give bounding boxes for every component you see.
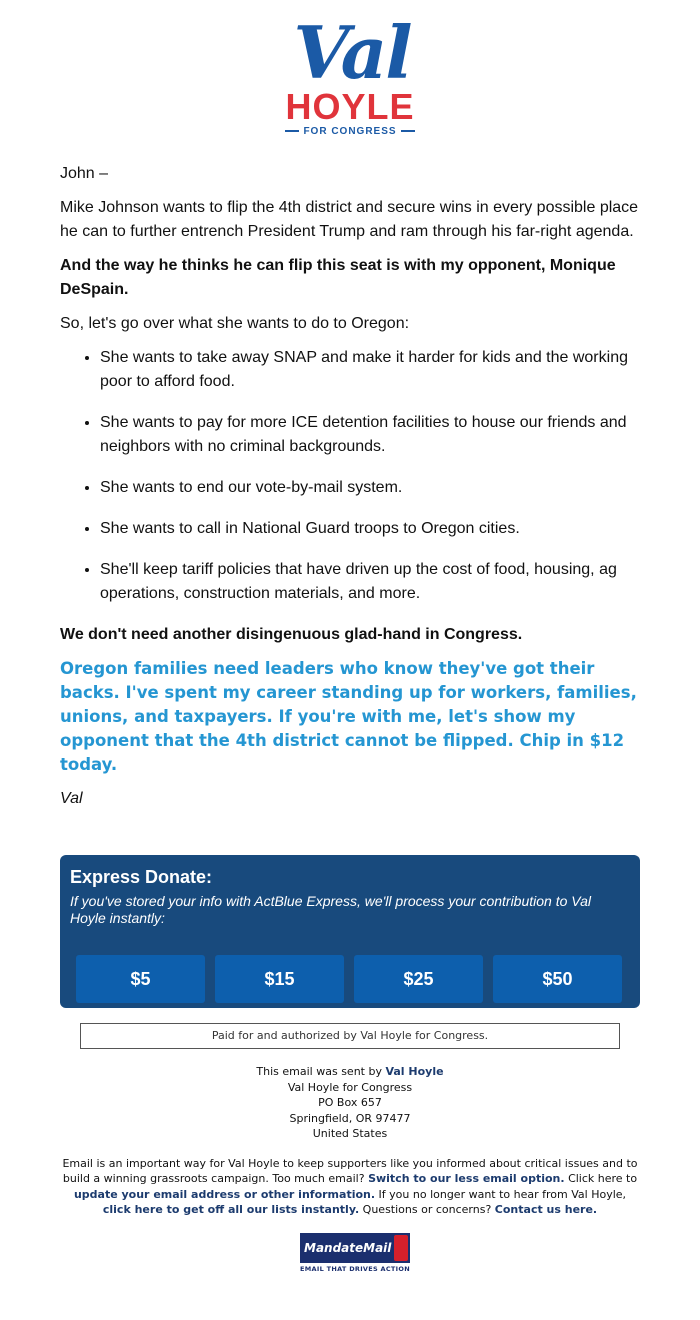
contact-link[interactable]: Contact us here. (494, 1203, 598, 1216)
update-info-link[interactable]: update your email address or other information. (73, 1187, 376, 1201)
express-donate-title: Express Donate: (70, 867, 213, 887)
donation-amounts (76, 955, 624, 1003)
note-text-2: Click here to (568, 1172, 638, 1185)
paid-for-disclaimer: Paid for and authorized by Val Hoyle for Congress. (80, 1023, 620, 1049)
logo-script-text: Val (293, 10, 411, 95)
flag-icon (394, 1235, 408, 1261)
note-text-4: Questions or concerns? (362, 1203, 492, 1216)
donate-5-button[interactable]: $5 (76, 955, 205, 1003)
note-text-3: If you no longer want to hear from Val Hoyle, (378, 1187, 627, 1201)
greeting: John – (60, 165, 109, 182)
logo-tagline: FOR CONGRESS (303, 126, 397, 137)
donate-25-button[interactable]: $25 (354, 955, 483, 1003)
signature: Val (60, 790, 83, 807)
logo-dash-left (285, 130, 299, 132)
logo-surname: HOYLE (285, 86, 415, 127)
address-line-2: Springfield, OR 97477 (289, 1111, 411, 1125)
express-donate-panel (60, 855, 640, 1008)
paragraph-intro: Mike Johnson wants to flip the 4th district and secure wins in every possible place he can to further entrench President Trump and ram through his far-right agenda. (60, 199, 639, 240)
express-donate-description: If you've stored your info with ActBlue Express, we'll process your contribution to Val Hoyle instantly: (70, 893, 591, 926)
sender-name-link[interactable]: Val Hoyle (385, 1065, 444, 1078)
mandatemail-name: MandateMail (300, 1233, 410, 1263)
sent-by-line (60, 1064, 640, 1080)
email-preferences-note (60, 1156, 640, 1218)
donate-15-button[interactable]: $15 (215, 955, 344, 1003)
list-item: • She wants to call in National Guard troops to Oregon cities. (100, 517, 640, 541)
list-item: • She wants to end our vote-by-mail system. (100, 476, 640, 500)
logo-tagline-row (260, 125, 440, 139)
campaign-logo (260, 10, 440, 145)
paragraph-lead-in: So, let's go over what she wants to do to Oregon: (60, 315, 410, 332)
opponent-positions-list (60, 346, 640, 606)
note-text-1: Email is an important way for Val Hoyle to keep supporters like you informed about critical issues and to build a winning grassroots campaign. Too much email? (62, 1156, 638, 1185)
list-item: • She wants to pay for more ICE detention facilities to house our friends and neighbors with no criminal backgrounds. (100, 411, 640, 459)
paragraph-opponent: And the way he thinks he can flip this seat is with my opponent, Monique DeSpain. (60, 257, 616, 298)
less-email-link[interactable]: Switch to our less email option. (368, 1172, 565, 1185)
logo-dash-right (401, 130, 415, 132)
org-name: Val Hoyle for Congress (287, 1080, 413, 1094)
list-item: • She'll keep tariff policies that have driven up the cost of food, housing, ag operations, construction materials, and more. (100, 558, 640, 606)
list-item: • She wants to take away SNAP and make it harder for kids and the working poor to afford food. (100, 346, 640, 394)
mandatemail-badge[interactable] (300, 1233, 410, 1275)
donate-50-button[interactable]: $50 (493, 955, 622, 1003)
email-footer (60, 1064, 640, 1218)
unsubscribe-link[interactable]: click here to get off all our lists instantly. (102, 1203, 360, 1216)
email-body (60, 162, 640, 811)
address-country: United States (312, 1127, 388, 1140)
donation-callout-link[interactable]: Oregon families need leaders who know they've got their backs. I've spent my career standing up for workers, families, unions, and taxpayers. If you're with me, let's show my opponent that the 4th district cannot be flipped. Chip in $12 today. (60, 659, 637, 774)
sent-by-prefix: This email was sent by (256, 1065, 382, 1078)
address-line-1: PO Box 657 (318, 1096, 382, 1109)
mandatemail-tagline: EMAIL THAT DRIVES ACTION (300, 1265, 410, 1273)
paragraph-congress: We don't need another disingenuous glad-hand in Congress. (60, 626, 523, 643)
